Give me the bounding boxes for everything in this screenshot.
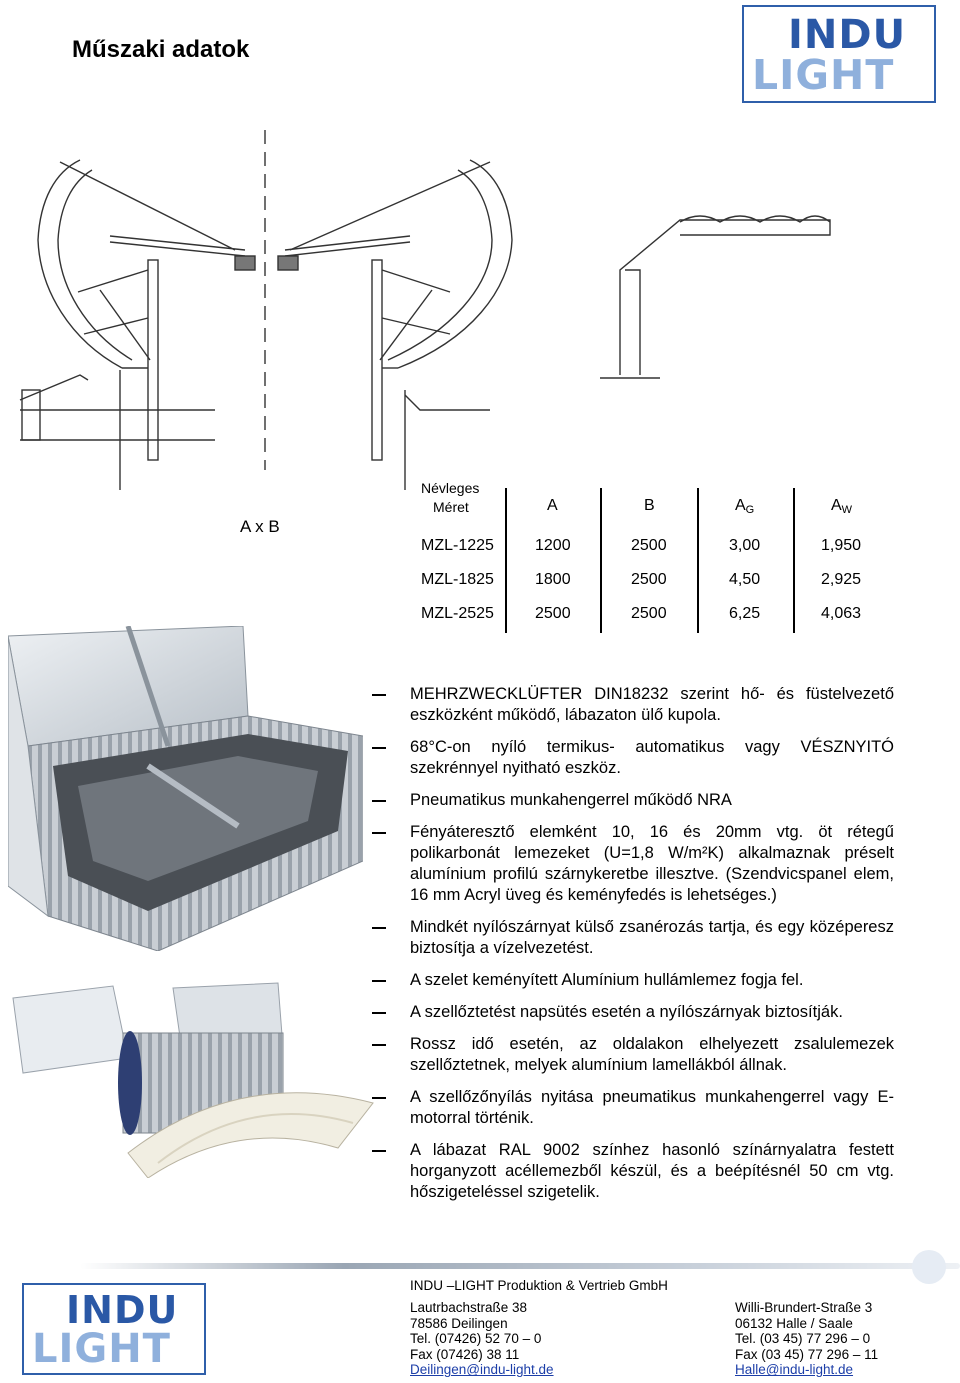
list-item-text: Rossz idő esetén, az oldalakon elhelyezett zsalulemezek szellőztetnek, melyek alumínium lamellákból állnak. bbox=[410, 1035, 894, 1074]
address-tel: Tel. (07426) 52 70 – 0 bbox=[410, 1331, 542, 1347]
list-item-text: Pneumatikus munkahengerrel működő NRA bbox=[410, 791, 732, 809]
bullet-dash bbox=[372, 927, 386, 929]
cell-a: 1200 bbox=[535, 537, 571, 554]
address-fax: Fax (03 45) 77 296 – 11 bbox=[735, 1346, 879, 1362]
table-divider bbox=[600, 488, 602, 633]
logo-line2: LIGHT bbox=[752, 51, 895, 99]
table-header-a: A bbox=[547, 497, 558, 514]
list-item bbox=[372, 1140, 894, 1203]
list-item-text: A lábazat RAL 9002 színhez hasonló színárnyalatra festett horganyzott acéllemezből készül, és a beépítésnél 50 cm vtg. hőszigeteléssel szigetelik. bbox=[410, 1141, 894, 1201]
indu-light-logo-footer bbox=[22, 1283, 206, 1375]
feature-list bbox=[372, 684, 894, 1214]
table-header-line1: Névleges bbox=[421, 480, 480, 496]
table-header-aw bbox=[831, 497, 852, 516]
cell-model: MZL-2525 bbox=[421, 605, 494, 622]
table-divider bbox=[505, 488, 507, 633]
table-divider bbox=[697, 488, 699, 633]
product-photo-closed bbox=[8, 978, 378, 1178]
table-header-ag bbox=[735, 497, 754, 516]
cell-a: 1800 bbox=[535, 571, 571, 588]
list-item bbox=[372, 737, 894, 779]
cell-ag: 3,00 bbox=[729, 537, 761, 554]
cell-aw: 2,925 bbox=[821, 571, 862, 588]
list-item-text: A szelet keményített Alumínium hullámlemez fogja fel. bbox=[410, 971, 804, 989]
page-title: Műszaki adatok bbox=[72, 36, 250, 63]
list-item bbox=[372, 1002, 894, 1023]
list-item-text: Mindkét nyílószárnyat külső zsanérozás tartja, és egy középeresz biztosítja a vízelvezetést. bbox=[410, 918, 894, 957]
table-header-aw-main: A bbox=[831, 497, 842, 514]
cell-b: 2500 bbox=[631, 605, 667, 622]
dimension-label: A x B bbox=[240, 517, 280, 536]
table-header-line2: Méret bbox=[433, 499, 469, 515]
bullet-dash bbox=[372, 980, 386, 982]
list-item-text: 68°C-on nyíló termikus- automatikus vagy VÉSZNYITÓ szekrénnyel nyitható eszköz. bbox=[410, 738, 894, 777]
logo-line1: INDU bbox=[788, 12, 907, 58]
technical-drawing bbox=[0, 110, 900, 490]
list-item bbox=[372, 684, 894, 726]
bullet-dash bbox=[372, 800, 386, 802]
cell-model: MZL-1825 bbox=[421, 571, 494, 588]
cell-aw: 1,950 bbox=[821, 537, 862, 554]
email-link-halle[interactable]: Halle@indu-light.de bbox=[735, 1362, 854, 1378]
bullet-dash bbox=[372, 1150, 386, 1152]
list-item bbox=[372, 790, 894, 811]
bullet-dash bbox=[372, 1097, 386, 1099]
cell-ag: 6,25 bbox=[729, 605, 761, 622]
cell-b: 2500 bbox=[631, 571, 667, 588]
table-header-b: B bbox=[644, 497, 655, 514]
email-link-deilingen[interactable]: Deilingen@indu-light.de bbox=[410, 1362, 554, 1378]
address-city: 06132 Halle / Saale bbox=[735, 1315, 853, 1331]
list-item-text: MEHRZWECKLÜFTER DIN18232 szerint hő- és füstelvezető eszközként működő, lábazaton ülő kupola. bbox=[410, 685, 894, 724]
indu-light-logo bbox=[742, 5, 936, 103]
list-item-text: A szellőztetést napsütés esetén a nyílószárnyak biztosítják. bbox=[410, 1003, 843, 1021]
list-item-text: A szellőzőnyílás nyitása pneumatikus munkahengerrel vagy E- motorral történik. bbox=[410, 1088, 894, 1127]
table-header-aw-sub: W bbox=[841, 504, 853, 516]
cell-model: MZL-1225 bbox=[421, 537, 494, 554]
logo-line1: INDU bbox=[66, 1288, 179, 1332]
cell-ag: 4,50 bbox=[729, 571, 761, 588]
address-fax: Fax (07426) 38 11 bbox=[410, 1346, 520, 1362]
footer-divider bbox=[80, 1263, 960, 1269]
list-item bbox=[372, 917, 894, 959]
address-street: Lautrbachstraße 38 bbox=[410, 1300, 528, 1315]
company-name: INDU –LIGHT Produktion & Vertrieb GmbH bbox=[410, 1278, 668, 1293]
bullet-dash bbox=[372, 832, 386, 834]
cell-a: 2500 bbox=[535, 605, 571, 622]
address-city: 78586 Deilingen bbox=[410, 1315, 508, 1331]
footer-decoration bbox=[912, 1250, 946, 1284]
table-header-ag-sub: G bbox=[745, 504, 755, 516]
address-street: Willi-Brundert-Straße 3 bbox=[735, 1300, 873, 1315]
bullet-dash bbox=[372, 1044, 386, 1046]
address-halle bbox=[735, 1300, 878, 1378]
bullet-dash bbox=[372, 1012, 386, 1014]
list-item bbox=[372, 1087, 894, 1129]
list-item bbox=[372, 822, 894, 906]
bullet-dash bbox=[372, 694, 386, 696]
cell-b: 2500 bbox=[631, 537, 667, 554]
table-divider bbox=[793, 488, 795, 633]
logo-line2: LIGHT bbox=[32, 1326, 171, 1372]
cell-aw: 4,063 bbox=[821, 605, 862, 622]
address-tel: Tel. (03 45) 77 296 – 0 bbox=[735, 1331, 871, 1347]
address-deilingen bbox=[410, 1300, 554, 1378]
bullet-dash bbox=[372, 747, 386, 749]
list-item-text: Fényáteresztő elemként 10, 16 és 20mm vtg. öt rétegű polikarbonát lemezeket (U=1,8 W/m²K) alkalmaznak préselt alumínium profilú szárnykeretbe illesztve. (Szendvicspanel elem, 16 mm Acryl üveg és keményfedés is lehetséges.) bbox=[410, 823, 894, 904]
list-item bbox=[372, 1034, 894, 1076]
product-photo-open bbox=[8, 626, 363, 951]
table-header-ag-main: A bbox=[735, 497, 746, 514]
list-item bbox=[372, 970, 894, 991]
